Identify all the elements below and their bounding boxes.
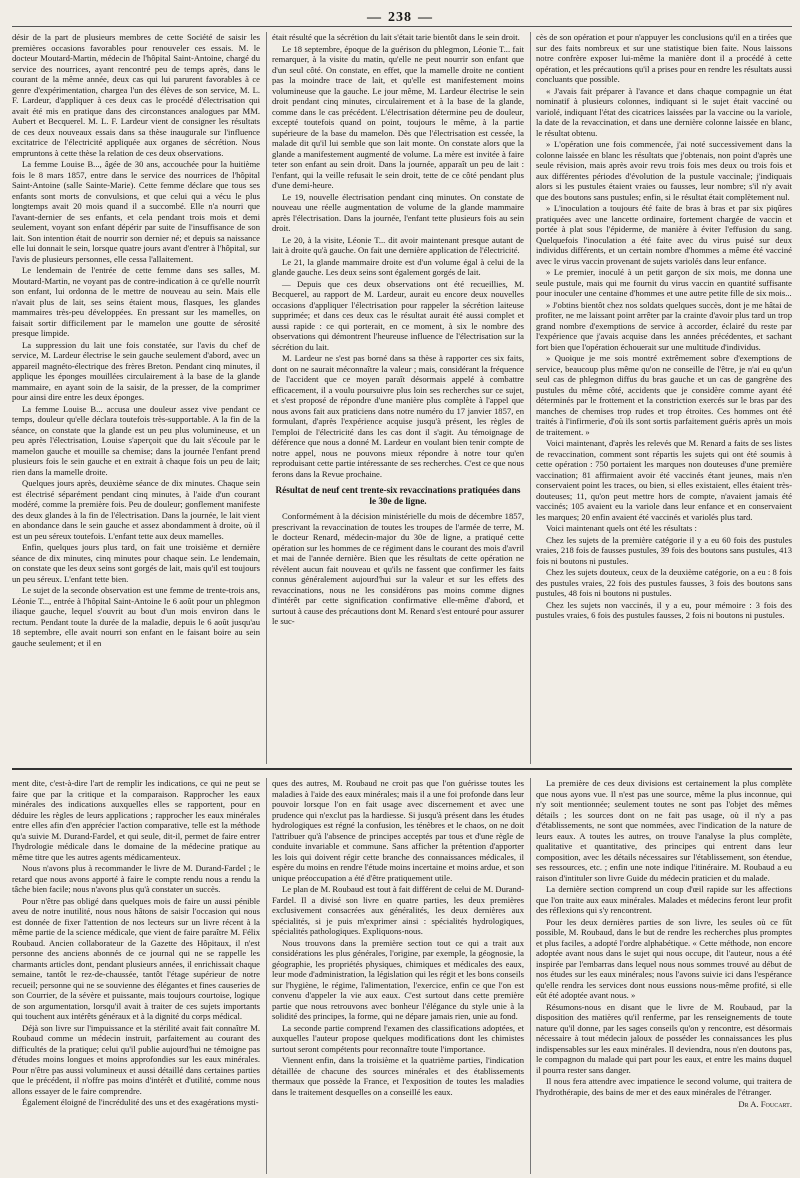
paragraph: Également éloigné de l'incrédulité des uns et des exagérations mysti- <box>22 1097 259 1107</box>
paragraph: » J'obtins bientôt chez nos soldats quelques succès, dont je me hâtai de profiter, ne me laissant point arrêter par la crainte d'avoir plus tard un trop grand nombre d'exemptions de service à accorder, éclairé du reste par l'expérience que j'avais acquise dans les années précédentes, et sachant fort bien que l'opération échouerait sur une multitude d'individus. <box>536 299 792 352</box>
column-divider <box>266 778 267 1174</box>
paragraph: ment dite, c'est-à-dire l'art de remplir les indications, ce qui ne peut se faire que par la critique et la comparaison. Rapprocher les eaux minérales des indications auxquelles elles se rapportent, pour en déduire les règles de leurs applications ; rapprocher les eaux minérales entre elles afin d'en apprécier l'action comparative, telle est la méthode qu'a suivie M. Durand-Fardel, et qui seule, dit-il, permet de faire entrer l'hydrologie médicale dans le domaine de la médecine pratique au même titre que les autres agents médicamenteux. <box>12 778 260 862</box>
paragraph: La femme Louise B..., âgée de 30 ans, accouchée pour la huitième fois le 8 mars 1857, entre dans le service des nourrices de l'hôpital Saint-Antoine (salle Sainte-Marie). Cette femme déclare que tous ses enfants sont morts de convulsions, et que celui qui a vécu le plus longtemps avait 20 mois quand il a succombé. Elle n'a nourri que l'avant-dernier de ses enfants, et cela pendant trois mois et demi seulement, voyant son enfant dépérir par suite de l'insuffisance de son lait. Son intention était de nourrir son dernier né; et depuis sa naissance elle lui donnait le sein, lorsque quatre jours avant d'entrer à l'hôpital, sur l'avis de plusieurs personnes, elle cessa l'allaitement. <box>12 159 260 264</box>
paragraph: cès de son opération et pour n'appuyer les conclusions qu'il en a tirées que sur des faits nombreux et sur une statistique bien faite. Nous laissons notre confrère exposer lui-même la manière dont il a procédé à cette opération, et les précautions qu'il a prises pour en rendre les résultats aussi concluants que possible. <box>536 32 792 84</box>
paragraph: Pour les deux dernières parties de son livre, les seules où ce fût possible, M. Roubaud, dans le but de rendre les recherches plus promptes et plus faciles, a adopté l'ordre alphabétique. « Cette méthode, non encore adoptée avant nous dans le sujet qui nous occupe, dit l'auteur, nous a été inspirée par l'embarras dans lequel nous nous sommes trouvé au début de nos études sur les eaux minérales; nous l'avons suivie ici dans l'espérance qu'elle rendra les services dont nous eussions nous-même profité, si elle eût été adoptée avant nous. » <box>536 916 792 1000</box>
paragraph: La seconde partie comprend l'examen des classifications adoptées, et auxquelles l'auteur propose quelques modifications dont les chimistes surtout seront compétents pour reconnaître toute l'importance. <box>272 1022 524 1054</box>
paragraph: Nous n'avons plus à recommander le livre de M. Durand-Fardel ; le retard que nous avons apporté à faire le compte rendu nous a rendu la tâche bien facile; nous n'avons plus qu'à constater un succès. <box>12 863 260 894</box>
paragraph: Quelques jours après, deuxième séance de dix minutes. Chaque sein est électrisé séparément pendant cinq minutes, à l'aide d'un courant modéré, comme la première fois. Peu de douleur; gonflement manifeste des deux glandes à la fin de l'électrisation. Dans la journée, le lait vient en abondance dans le sein gauche et assez abondamment à droite, où il est un peu séreux toutefois. L'enfant tette aux deux mamelles. <box>12 478 260 541</box>
column-divider <box>266 32 267 764</box>
paragraph: Le 21, la glande mammaire droite est d'un volume égal à celui de la glande gauche. Les deux seins sont également gorgés de lait. <box>272 256 524 277</box>
paragraph: Chez les sujets de la première catégorie il y a eu 60 fois des pustules vraies, 218 fois de fausses pustules, 39 fois des boutons sans pustules, 413 fois ni boutons ni pustules. <box>536 534 792 566</box>
paragraph: Voici maintenant quels ont été les résultats : <box>546 523 697 533</box>
paragraph: Il nous fera attendre avec impatience le second volume, qui traitera de l'hydrothérapie, des bains de mer et des eaux minérales de l'étranger. <box>536 1076 792 1097</box>
paragraph: » L'inoculation a toujours été faite de bras à bras et par six piqûres pratiquées avec une lancette ordinaire, fortement chargée de vaccin et portée à plat sous l'épiderme, de manière à éviter l'effusion du sang. Quelquefois l'inoculation a été faite avec du virus puisé sur deux individus différents, et un certain nombre d'hommes a même été vacciné avec le virus vaccin provenant de sujets variolés dans leur enfance. <box>536 203 792 266</box>
paragraph: Le 18 septembre, époque de la guérison du phlegmon, Léonie T... fait remarquer, à la visite du matin, qu'elle ne peut nourrir son enfant que d'un seul côté. On constate, en effet, que la mamelle droite ne contient pas la moindre trace de lait, et qu'elle est manifestement moins volumineuse que la gauche. Le jour même, M. Lardeur électrise le sein droit pendant cinq minutes, circulairement et à la base de la glande, comme dans le cas précédent. L'électrisation détermine peu de douleur, excepté toutefois quand on point, toujours le même, à la partie supérieure de la base du mamelon. Dès que l'électrisation est cessée, la malade dit qu'il lui semble que son lait monte. On constate alors que la glande a manifestement augmenté de volume. La mère est invitée à faire teter son enfant au sein droit. Dans la journée, apparaît un peu de lait : l'enfant, qui la veille refusait le sein droit, tette de ce côté pendant plus d'une demi-heure. <box>272 43 524 190</box>
paragraph: » L'opération une fois commencée, j'ai noté successivement dans la colonne laissée en blanc les résultats que j'obtenais, non point d'après une seule révision, mais après avoir revu trois fois mes deux ou trois fois et aux différentes périodes d'évolution de la pustule vaccinale; j'indiquais alors si les pustules étaient vraies ou fausses, leur nombre; s'il n'y avait que des boutons sans pustules; enfin, si le résultat était complètement nul. <box>536 139 792 202</box>
paragraph: Résumons-nous en disant que le livre de M. Roubaud, par la disposition des matières qu'il renferme, par les renseignements de toute nature qu'il donne, par les sages conseils qu'on y rencontre, est désormais nécessaire à tout médecin jaloux de posséder les connaissances les plus indispensables sur les eaux minérales. Il deviendra, nous n'en doutons pas, le compagnon du malade qui part pour les eaux, et entre les mains duquel il pourra rester sans danger. <box>536 1001 792 1075</box>
paragraph: Conformément à la décision ministérielle du mois de décembre 1857, prescrivant la revaccination de toutes les troupes de l'armée de terre, M. le docteur Renard, médecin-major du 30e de ligne, a pratiqué cette opération sur les hommes de ce régiment dans le courant des mois d'avril et mai de l'année dernière. Bien que les résultats de cette opération ne révèlent aucun fait nouveau et qu'ils ne fassent que confirmer les faits connus généralement aujourd'hui sur la valeur et sur les effets des revaccinations, nous ne les considérons pas moins comme dignes d'intérêt par cette signification confirmative elle-même d'abord, et surtout à cause des précautions dont M. Renard s'est entouré pour assurer le suc- <box>272 511 524 626</box>
paragraph: Déjà son livre sur l'impuissance et la stérilité avait fait connaître M. Roubaud comme un médecin instruit, parfaitement au courant des difficultés de la pratique; celui qu'il publie aujourd'hui ne témoigne pas d'études moins longues et moins approfondies sur les eaux minérales. Pour n'être pas aussi volumineux et aussi détaillé dans certaines parties que le précédent, il n'offre pas moins d'intérêt et d'utilité, comme nous allons essayer de le faire comprendre. <box>12 1022 260 1096</box>
column-3 <box>536 32 792 762</box>
header-rule <box>12 26 792 27</box>
paragraph: Chez les sujets non vaccinés, il y a eu, pour mémoire : 3 fois des pustules vraies, 6 fois des pustules fausses, 2 fois ni boutons ni pustules. <box>536 599 792 620</box>
column-4 <box>12 778 260 1174</box>
paragraph: Enfin, quelques jours plus tard, on fait une troisième et dernière séance de dix minutes, cinq minutes pour chaque sein. Le lendemain, on constate que les deux seins sont gorgés de lait, mais qu'il est toujours un peu séreux. L'enfant tette bien. <box>12 542 260 584</box>
paragraph: La femme Louise B... accusa une douleur assez vive pendant ce temps, douleur qu'elle déclara toutefois très-supportable. A la fin de la séance, on constate que la glande est un peu plus volumineuse, et un peu après l'électrisation, Louise s'aperçoit que du lait s'écoule par le mamelon gauche et mouille sa chemise; dans la journée l'enfant prend plusieurs fois le sein gauche et en extrait à chaque fois un peu de lait; rien dans la mamelle droite. <box>12 403 260 477</box>
paragraph: La suppression du lait une fois constatée, sur l'avis du chef de service, M. Lardeur électrise le sein gauche seulement d'abord, avec un appareil magnéto-électrique des frères Breton. Pendant cinq minutes, il applique les éponges mouillées circulairement à la base de la glande mammaire, en ayant soin de la saisir, de la presser, de la comprimer pour ainsi dire entre les deux éponges. <box>12 339 260 402</box>
paragraph: ques des autres, M. Roubaud ne croit pas que l'on guérisse toutes les maladies à l'aide des eaux minérales; mais il a une foi profonde dans leur pouvoir lorsque l'on en fait usage avec discernement et avec une prudence qui n'exclut pas la hardiesse. Si jusqu'à présent dans les études hydrologiques est régné la confusion, les ténèbres et le chaos, on ne doit l'attribuer qu'à l'absence de principes acceptés par tous et d'une règle de conduite invariable et commune. Sans afficher la prétention d'apporter les lois qui doivent régir cette branche des connaissances médicales, il espère du moins en rendre l'étude moins incertaine et moins ardue, et son unique préoccupation a été d'être pratiquement utile. <box>272 778 524 883</box>
section-heading: Résultat de neuf cent trente-six revaccinations pratiquées dans le 30e de ligne. <box>275 485 521 506</box>
paragraph: Voici maintenant, d'après les relevés que M. Renard a faits de ses listes de revaccination, comment sont répartis les sujets qui ont été soumis à cette opération : 750 portaient les marques non douteuses d'une première vaccination; 81 affirmaient avoir été vaccinés étant jeunes, mais n'en conservaient point les traces, ou bien, si elles existaient, elles étaient très-douteuses; 11, qu'on peut mettre hors de compte, n'avaient jamais été vaccinés; 105 avaient eu la variole dans leur enfance et en conservaient les marques; 20 enfin avaient été vaccinés et variolés plus tard. <box>536 438 792 522</box>
paragraph: M. Lardeur ne s'est pas borné dans sa thèse à rapporter ces six faits, dont on ne saurait méconnaître la valeur ; mais, considérant la fréquence de l'accident que ce moyen paraît désormais appelé à combattre efficacement, il a voulu poursuivre plus loin ses recherches sur ce sujet, et s'est proposé de répondre d'une manière plus complète à l'appel que nous avons fait aux praticiens dans notre numéro du 17 janvier 1857, en formulant, d'après l'expérience acquise jusqu'à présent, les règles de l'emploi de l'électricité dans les cas dont il s'agit. Au témoignage de déférence que nous a donné M. Lardeur en voulant bien tenir compte de notre appel, nous ne pouvons mieux répondre à notre tour qu'en reproduisant cette partie intéressante de ses recherches. C'est ce que nous ferons dans la Revue prochaine. <box>272 353 524 479</box>
paragraph: — Depuis que ces deux observations ont été recueillies, M. Becquerel, au rapport de M. Lardeur, aurait eu encore deux nouvelles occasions d'appliquer l'électrisation pour rappeler la sécrétion laiteuse supprimée; et dans ces deux cas le résultat aurait été aussi complet et aussi rapide : ce qui porterait, en ce moment, à six le nombre des observations qui démontrent l'heureuse influence de l'électrisation sur la sécrétion du lait. <box>272 278 524 352</box>
paragraph: Le sujet de la seconde observation est une femme de trente-trois ans, Léonie T..., entrée à l'hôpital Saint-Antoine le 6 août pour un phlegmon iliaque gauche, lequel s'ouvrit au bout d'un mois environ dans le rectum. Pendant toute la durée de la maladie, depuis le 6 août jusqu'au 18 septembre, elle avait nourri son enfant en le faisant boire au sein gauche seulement; et il en <box>12 585 260 648</box>
paragraph: Le 19, nouvelle électrisation pendant cinq minutes. On constate de nouveau une réelle augmentation de volume de la glande mammaire après l'électrisation. Dans la journée, l'enfant tette plusieurs fois au sein droit. <box>272 191 524 233</box>
column-divider <box>530 32 531 764</box>
paragraph: Le 20, à la visite, Léonie T... dit avoir maintenant presque autant de lait à droite qu'à gauche. On fait une dernière application de l'électricité. <box>272 234 524 255</box>
paragraph: La dernière section comprend un coup d'œil rapide sur les affections que l'on traite aux eaux minérales. Malades et médecins feront leur profit des réflexions qui s'y rencontrent. <box>536 884 792 915</box>
paragraph: désir de la part de plusieurs membres de cette Société de saisir les premières occasions favorables pour renouveler ces essais. M. le docteur Moutard-Martin, médecin de l'hôpital Saint-Antoine, chargé du service des nourrices, ayant rencontré peu de temps après, dans le courant de la même année, deux cas qui lui parurent favorables à ce genre d'expérimentation, chargea l'un des élèves de son service, M. L. F. Lardeur, d'appliquer à ces deux cas le procédé d'électrisation qui avait été mis en pratique dans des circonstances analogues par MM. Aubert et Becquerel. M. L. F. Lardeur vient de consigner les résultats de ces deux nouveaux essais dans sa thèse inaugurale sur l'influence excitatrice de l'électricité appliquée aux organes de sécrétion. Nous empruntons à cette thèse la relation de ces deux observations. <box>12 32 260 158</box>
page-number: — 238 — <box>0 10 800 26</box>
paragraph: La première de ces deux divisions est certainement la plus complète que nous ayons vue. Il n'est pas une source, même la plus inconnue, qui n'y soit mentionnée; seulement toutes ne sont pas l'objet des mêmes détails ; les sources dont on ne fait pas usage, où il n'y a pas d'établissements, ne sont que nommées, avec l'indication de la nature de leurs eaux. A toutes les autres, on trouve l'analyse la plus complète, qualitative et quantitative, des principes qui entrent dans leur composition, avec les détails nécessaires sur l'établissement, son étendue, ses ressources, etc. ; enfin une note indique l'itinéraire. M. Roubaud a eu raison d'intituler son livre Guide du médecin praticien et du malade. <box>536 778 792 883</box>
column-1 <box>12 32 260 762</box>
column-6 <box>536 778 792 1174</box>
paragraph: Le plan de M. Roubaud est tout à fait différent de celui de M. Durand-Fardel. Il a divisé son livre en quatre parties, les deux premières exclusivement consacrées aux généralités, les deux dernières aux spécialités, si je puis m'exprimer ainsi : spécialités hydrologiques, spécialités pathologiques. Expliquons-nous. <box>272 884 524 936</box>
column-5 <box>272 778 524 1174</box>
paragraph: Pour n'être pas obligé dans quelques mois de faire un aussi pénible aveu de notre inutilité, nous nous hâtons de saisir l'occasion qui nous est donnée de fixer l'attention de nos lecteurs sur un livre récent à la même partie de la science médicale, que vient de faire paraître M. Félix Roubaud. Ancien collaborateur de la Gazette des Hôpitaux, il n'est personne des anciens abonnés de ce journal qui ne se rappelle les charmants articles dont, pendant plusieurs années, il enrichissait chaque semaine, tantôt le rez-de-chaussée, tantôt l'étage supérieur de notre recueil; personne qui ne se souvienne des élégantes et fines causeries de son Courrier, de la sévère et puissante, mais toujours courtoise, logique de son argumentation, lorsqu'il avait à traiter de ces sujets importants qui touchent aux intérêts généraux et à la dignité du corps médical. <box>12 895 260 1021</box>
author-signature: Dr A. Foucart. <box>738 1099 792 1109</box>
paragraph: Le lendemain de l'entrée de cette femme dans ses salles, M. Moutard-Martin, ne voyant pas de contre-indication à ce qu'elle nourrît son enfant, lui ordonna de le mettre de nouveau au sein. Mais elle n'avait plus de lait, ses seins étaient mous, flasques, les glandes mammaires très-peu développées. En pressant sur les mamelles, on faisait sortir difficilement par le mamelon une goutte de sérosité presque limpide. <box>12 265 260 338</box>
paragraph: était résulté que la sécrétion du lait s'était tarie bientôt dans le sein droit. <box>272 32 520 42</box>
feuilleton-rule <box>12 768 792 770</box>
paragraph: » Quoique je me sois montré extrêmement sobre d'exemptions de service, beaucoup plus même qu'on ne conseille de l'être, je n'ai eu qu'un seul cas de phlegmon diffus du bras gauche et un cas de gangrène des pustules du même côté, accidents que je considère comme ayant été déterminés par le frottement et la constriction exercés sur le bras par des manches de chemises trop rudes et trop étroites. Ces hommes ont été traités à l'infirmerie, d'où ils sont sortis parfaitement guéris après un mois de traitement. » <box>536 353 792 437</box>
paragraph: Nous trouvons dans la première section tout ce qui a trait aux considérations les plus générales, l'origine, par exemple, la géognosie, la géographie, les propriétés physiques, chimiques et médicales des eaux, leur mode d'administration, la législation qui les régit et les bons conseils sur l'hygiène, le régime, l'alimentation, l'exercice, enfin ce que l'on est convenu d'appeler la vie aux eaux. C'est surtout dans cette première partie que nous retrouvons avec bonheur l'élégance du style unie à la solidité des principes, la forme, qui ne dépare jamais rien, unie au fond. <box>272 937 524 1021</box>
column-2 <box>272 32 524 762</box>
paragraph: Viennent enfin, dans la troisième et la quatrième parties, l'indication détaillée de chacune des sources minérales et des établissements thermaux que possède la France, et l'exposition de toutes les maladies dans le traitement desquelles on a conseillé les eaux. <box>272 1055 524 1097</box>
paragraph: » Le premier, inoculé à un petit garçon de six mois, me donna une seule pustule, mais qui me fournit du virus vaccin en quantité suffisante pour inoculer une centaine d'hommes et une autre petite fille de six mois... <box>536 267 792 298</box>
paragraph: Chez les sujets douteux, ceux de la deuxième catégorie, on a eu : 8 fois des pustules vraies, 22 fois des pustules fausses, 3 fois des boutons sans pustules, 48 fois ni boutons ni pustules. <box>536 567 792 598</box>
paragraph: « J'avais fait préparer à l'avance et dans chaque compagnie un état nominatif à plusieurs colonnes, indiquant si le sujet était vacciné ou variolé, indiquant l'état des cicatrices laissées par la vaccine ou la variole, la date de la revaccination, et dans une dernière colonne laissée en blanc, le résultat obtenu. <box>536 85 792 138</box>
column-divider <box>530 778 531 1174</box>
